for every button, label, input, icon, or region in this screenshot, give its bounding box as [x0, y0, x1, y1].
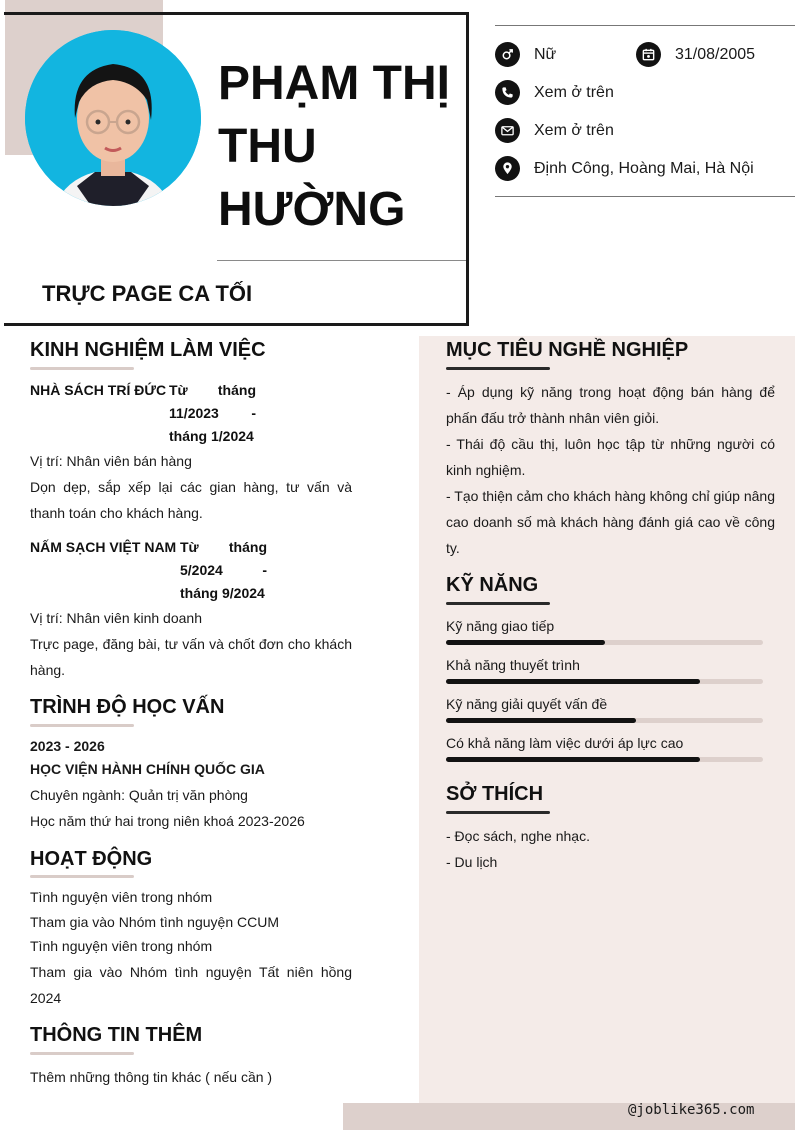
hobbies-heading: SỞ THÍCH — [446, 783, 544, 805]
activity-line-3: Tình nguyện viên trong nhóm — [30, 938, 213, 954]
contact-phone — [495, 80, 614, 105]
objective-underline — [446, 367, 550, 370]
phone-value: Xem ở trên — [534, 83, 614, 101]
birthdate-value: 31/08/2005 — [675, 45, 756, 63]
skill-label-4: Có khả năng làm việc dưới áp lực cao — [446, 735, 684, 751]
period-line: Từ tháng — [169, 382, 256, 398]
hobbies-underline — [446, 811, 550, 814]
education-school: HỌC VIỆN HÀNH CHÍNH QUỐC GIA — [30, 761, 265, 777]
experience-2-position: Vị trí: Nhân viên kinh doanh — [30, 610, 202, 626]
education-underline — [30, 724, 134, 727]
contact-bottom-divider — [495, 196, 795, 197]
location-pin-icon — [495, 156, 520, 181]
activity-line-2: Tham gia vào Nhóm tình nguyện CCUM — [30, 914, 279, 930]
skill-bar-fill — [446, 718, 636, 723]
activity-line-4: Tham gia vào Nhóm tình nguyện Tất niên hồng 2024 — [30, 964, 352, 1006]
period-line: tháng 1/2024 — [169, 428, 254, 444]
hobby-line-2: - Du lịch — [446, 854, 498, 870]
name-line-2: THU — [218, 120, 317, 173]
contact-gender — [495, 42, 556, 67]
name-line-3: HƯỜNG — [218, 183, 406, 236]
skills-underline — [446, 602, 550, 605]
period-line: 11/2023 - — [169, 405, 256, 421]
skill-label-1: Kỹ năng giao tiếp — [446, 618, 555, 634]
contact-birthdate — [636, 42, 755, 67]
email-icon — [495, 118, 520, 143]
education-major: Chuyên ngành: Quản trị văn phòng — [30, 787, 248, 803]
experience-underline — [30, 367, 134, 370]
extra-info-underline — [30, 1052, 134, 1055]
period-line: 5/2024 - — [180, 562, 267, 578]
skill-bar-2 — [446, 679, 763, 684]
profile-photo — [25, 30, 201, 206]
contact-address — [495, 156, 754, 181]
experience-1-position: Vị trí: Nhân viên bán hàng — [30, 453, 192, 469]
objective-line-3: - Tạo thiện cảm cho khách hàng không chỉ giúp nâng cao doanh số mà khách hàng đánh giá cao về công ty. — [446, 488, 775, 556]
experience-2-company: NẤM SẠCH VIỆT NAM — [30, 539, 177, 555]
contact-top-divider — [495, 25, 795, 26]
skill-bar-4 — [446, 757, 763, 762]
education-years: 2023 - 2026 — [30, 738, 105, 754]
watermark-text: @joblike365.com — [628, 1102, 755, 1118]
skill-label-2: Khả năng thuyết trình — [446, 657, 580, 673]
job-title: TRỰC PAGE CA TỐI — [42, 281, 253, 306]
calendar-icon — [636, 42, 661, 67]
email-value: Xem ở trên — [534, 121, 614, 139]
activities-heading: HOẠT ĐỘNG — [30, 848, 153, 870]
portrait-illustration — [25, 30, 201, 206]
skill-bar-fill — [446, 679, 700, 684]
objective-line-1: - Áp dụng kỹ năng trong hoạt động bán hàng để phấn đấu trở thành nhân viên giỏi. — [446, 384, 775, 426]
address-value: Định Công, Hoàng Mai, Hà Nội — [534, 159, 754, 177]
name-line-1: PHẠM THỊ — [218, 57, 450, 110]
period-line: Từ tháng — [180, 539, 267, 555]
skill-bar-3 — [446, 718, 763, 723]
phone-icon — [495, 80, 520, 105]
objective-heading: MỤC TIÊU NGHỀ NGHIỆP — [446, 339, 689, 361]
hobby-line-1: - Đọc sách, nghe nhạc. — [446, 828, 590, 844]
contact-email — [495, 118, 614, 143]
extra-info-heading: THÔNG TIN THÊM — [30, 1024, 203, 1046]
gender-icon — [495, 42, 520, 67]
skill-bar-1 — [446, 640, 763, 645]
objective-line-2: - Thái độ cầu thị, luôn học tập từ những người có kinh nghiệm. — [446, 436, 775, 478]
experience-2-period — [180, 536, 267, 605]
period-line: tháng 9/2024 — [180, 585, 265, 601]
experience-heading: KINH NGHIỆM LÀM VIỆC — [30, 339, 266, 361]
candidate-name — [218, 52, 458, 241]
activity-line-1: Tình nguyện viên trong nhóm — [30, 889, 213, 905]
education-heading: TRÌNH ĐỘ HỌC VẤN — [30, 696, 225, 718]
education-note: Học năm thứ hai trong niên khoá 2023-2026 — [30, 813, 305, 829]
skills-heading: KỸ NĂNG — [446, 574, 539, 596]
skill-label-3: Kỹ năng giải quyết vấn đề — [446, 696, 608, 712]
skill-bar-fill — [446, 757, 700, 762]
experience-1-description: Dọn dẹp, sắp xếp lại các gian hàng, tư vấn và thanh toán cho khách hàng. — [30, 479, 352, 521]
extra-info-text: Thêm những thông tin khác ( nếu cần ) — [30, 1069, 273, 1085]
experience-1-company: NHÀ SÁCH TRÍ ĐỨC — [30, 382, 167, 398]
experience-1-period — [169, 379, 256, 448]
gender-value: Nữ — [534, 45, 557, 63]
skill-bar-fill — [446, 640, 605, 645]
name-divider — [217, 260, 466, 261]
activities-underline — [30, 875, 134, 878]
experience-2-description: Trực page, đăng bài, tư vấn và chốt đơn cho khách hàng. — [30, 636, 352, 678]
